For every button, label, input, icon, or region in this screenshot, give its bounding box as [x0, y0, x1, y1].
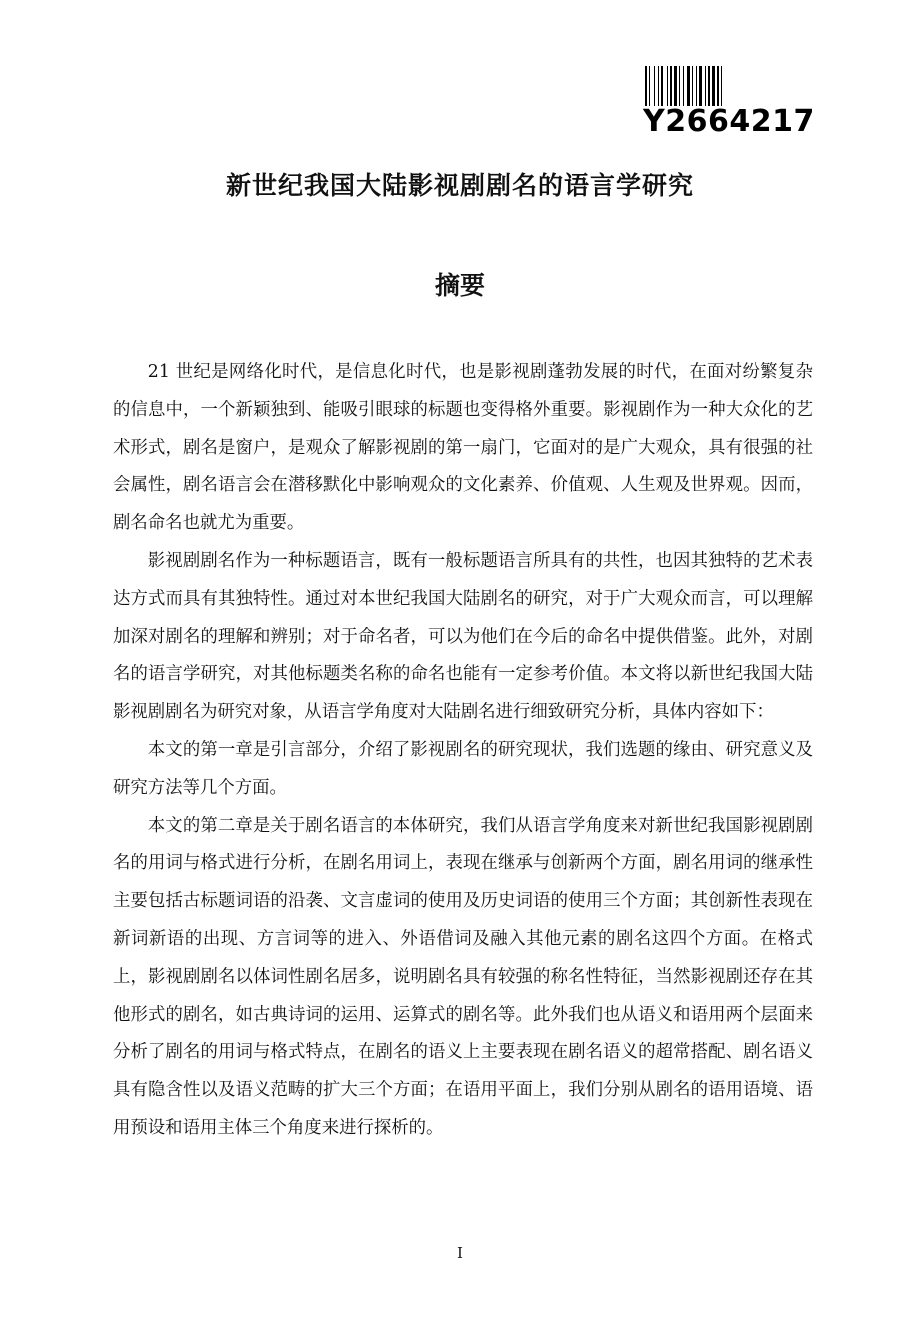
abstract-paragraph-4: 本文的第二章是关于剧名语言的本体研究，我们从语言学角度来对新世纪我国影视剧剧名的用词与格式进行分析，在剧名用词上，表现在继承与创新两个方面，剧名用词的继承性主要包括古标题词语的沿袭、文言虚词的使用及历史词语的使用三个方面；其创新性表现在新词新语的出现、方言词等的进入、外语借词及融入其他元素的剧名这四个方面。在格式上，影视剧剧名以体词性剧名居多，说明剧名具有较强的称名性特征，当然影视剧还存在其他形式的剧名，如古典诗词的运用、运算式的剧名等。此外我们也从语义和语用两个层面来分析了剧名的用词与格式特点，在剧名的语义上主要表现在剧名语义的超常搭配、剧名语义具有隐含性以及语义范畴的扩大三个方面；在语用平面上，我们分别从剧名的语用语境、语用预设和语用主体三个角度来进行探析的。: [113, 815, 813, 1138]
catalog-number: Y2664217: [643, 104, 815, 139]
paper-title: 新世纪我国大陆影视剧剧名的语言学研究: [225, 171, 694, 200]
catalog-stamp: [643, 66, 815, 139]
barcode-icon: [645, 66, 781, 106]
abstract-paragraph-1: 21 世纪是网络化时代，是信息化时代，也是影视剧蓬勃发展的时代，在面对纷繁复杂的信息中，一个新颖独到、能吸引眼球的标题也变得格外重要。影视剧作为一种大众化的艺术形式，剧名是窗户，是观众了解影视剧的第一扇门，它面对的是广大观众，具有很强的社会属性，剧名语言会在潜移默化中影响观众的文化素养、价值观、人生观及世界观。因而，剧名命名也就尤为重要。: [113, 362, 813, 534]
abstract-body: [113, 354, 813, 1148]
page-number: I: [457, 1244, 463, 1262]
abstract-heading: 摘要: [434, 271, 485, 300]
abstract-paragraph-2: 影视剧剧名作为一种标题语言，既有一般标题语言所具有的共性，也因其独特的艺术表达方式而具有其独特性。通过对本世纪我国大陆剧名的研究，对于广大观众而言，可以理解加深对剧名的理解和辨别；对于命名者，可以为他们在今后的命名中提供借鉴。此外，对剧名的语言学研究，对其他标题类名称的命名也能有一定参考价值。本文将以新世纪我国大陆影视剧剧名为研究对象，从语言学角度对大陆剧名进行细致研究分析，具体内容如下：: [113, 550, 813, 723]
abstract-paragraph-3: 本文的第一章是引言部分，介绍了影视剧名的研究现状，我们选题的缘由、研究意义及研究方法等几个方面。: [113, 739, 813, 798]
